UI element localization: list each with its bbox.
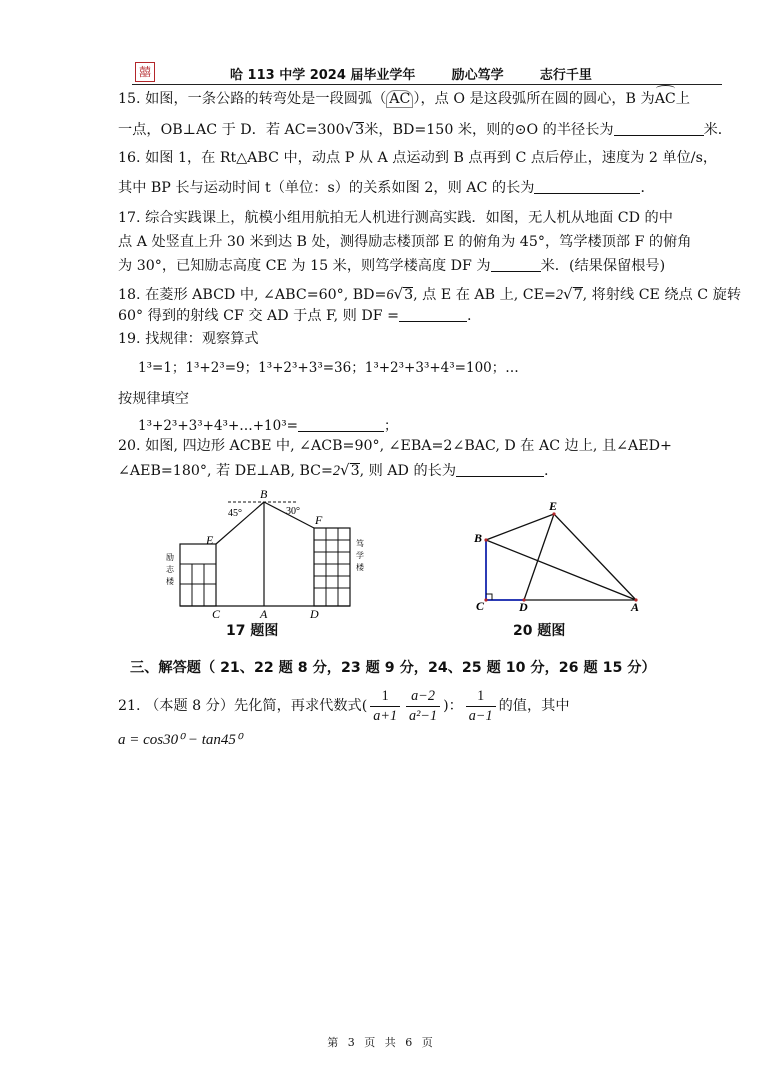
- answer-blank-18[interactable]: [399, 307, 467, 322]
- question-15-line-1: 15. 如图，一条公路的转弯处是一段圆弧（ AC ），点 O 是这段弧所在圆的圆心，B 为AC上: [118, 91, 690, 107]
- question-18-line-2: 60° 得到的射线 CF 交 AD 于点 F, 则 DF = .: [118, 308, 472, 324]
- question-15-line-2: 一点，OB⊥AC 于 D．若 AC=300√3米，BD=150 米，则的⊙O 的半径长为 米．: [118, 120, 732, 138]
- question-17-line-3: 为 30°，已知励志高度 CE 为 15 米，则笃学楼高度 DF 为 米．(结果保留根号): [118, 258, 666, 274]
- question-19-instruction: 按规律填空: [118, 391, 189, 407]
- label-c: C: [212, 607, 221, 621]
- label-e: E: [549, 500, 558, 513]
- arc-ac-symbol: AC: [386, 90, 413, 108]
- label-e: E: [206, 533, 214, 547]
- label-a: A: [631, 600, 640, 614]
- left-building-windows: [180, 564, 216, 606]
- left-building: [180, 544, 216, 606]
- question-19-series: 1³=1；1³+2³=9；1³+2³+3³=36；1³+2³+3³+4³=100；…: [138, 360, 519, 376]
- question-19-fill: 1³+2³+3³+4³+…+10³= ；: [138, 418, 398, 434]
- label-d: D: [519, 600, 528, 614]
- left-building-name-1: 励: [166, 553, 174, 562]
- answer-blank-15[interactable]: [614, 121, 704, 136]
- figure-20-caption: 20 题图: [513, 623, 566, 639]
- label-c: C: [476, 599, 485, 613]
- right-building-name-2: 学: [356, 551, 364, 560]
- fraction-1: $\frac{1}{a+1}$: [370, 687, 400, 726]
- question-17-line-1: 17. 综合实践课上，航模小组用航拍无人机进行测高实践．如图，无人机从地面 CD 的中: [118, 210, 673, 226]
- figure-17-caption: 17 题图: [226, 623, 279, 639]
- figure-17-diagram: [150, 486, 370, 622]
- school-logo-icon: 囍: [135, 62, 155, 82]
- question-20-line-1: 20. 如图, 四边形 ACBE 中, ∠ACB=90°, ∠EBA=2∠BAC, D 在 AC 边上, 且∠AED+: [118, 438, 672, 454]
- question-17-line-2: 点 A 处竖直上升 30 米到达 B 处，测得励志楼顶部 E 的俯角为 45°，笃学楼顶部 F 的俯角: [118, 234, 692, 250]
- right-building-windows: [314, 528, 350, 606]
- header-title: 哈 113 中学 2024 届毕业学年 励心笃学 志行千里: [230, 68, 592, 83]
- section-3-title: 三、解答题（ 21、22 题 8 分，23 题 9 分，24、25 题 10 分，26 题 15 分）: [130, 660, 656, 676]
- figure-20-diagram: [468, 500, 648, 616]
- question-16-line-2: 其中 BP 长与运动时间 t（单位：s）的关系如图 2，则 AC 的长为 ．: [118, 180, 655, 196]
- label-b: B: [474, 531, 483, 545]
- label-a: A: [260, 607, 268, 621]
- question-21-line-2: a = cos30⁰ − tan45⁰: [118, 732, 242, 748]
- page-header: [132, 62, 722, 85]
- answer-blank-20[interactable]: [456, 462, 544, 477]
- label-b: B: [260, 487, 268, 501]
- fraction-3: $\frac{1}{a-1}$: [466, 687, 496, 726]
- answer-blank-17[interactable]: [491, 257, 541, 272]
- answer-blank-16[interactable]: [534, 179, 640, 194]
- diagonal-ba: [486, 540, 636, 600]
- label-angle-30: 30°: [286, 506, 300, 517]
- left-building-name-3: 楼: [166, 577, 174, 586]
- left-building-name-2: 志: [166, 565, 174, 574]
- quadrilateral-acbe: [486, 514, 636, 600]
- fraction-2: $\frac{a-2}{\text{a²−1}}$: [406, 687, 440, 726]
- label-d: D: [310, 607, 319, 621]
- label-f: F: [315, 513, 323, 527]
- label-angle-45: 45°: [228, 508, 242, 519]
- question-20-line-2: ∠AEB=180°, 若 DE⊥AB, BC=2√3, 则 AD 的长为 .: [118, 461, 549, 479]
- question-18-line-1: 18. 在菱形 ABCD 中, ∠ABC=60°, BD=6√3, 点 E 在 AB 上, CE=2√7, 将射线 CE 绕点 C 旋转: [118, 285, 742, 303]
- question-16-line-1: 16. 如图 1，在 Rt△ABC 中，动点 P 从 A 点运动到 B 点再到 C 点后停止，速度为 2 单位/s，: [118, 150, 718, 166]
- arc-ac-symbol-2: AC: [654, 91, 676, 107]
- right-building-name-1: 笃: [356, 539, 364, 548]
- answer-blank-19[interactable]: [298, 417, 384, 432]
- question-21-line-1: 21. （本题 8 分）先化简，再求代数式( $\frac{1}{a+1}$ $\frac{a-2}{\text{a²−1}}$ )： $\frac{1}{a-1}$ 的值，其中: [118, 687, 570, 724]
- right-building-name-3: 楼: [356, 563, 364, 572]
- page-footer: 第 3 页 共 6 页: [327, 1036, 433, 1049]
- question-19-title: 19. 找规律：观察算式: [118, 331, 259, 347]
